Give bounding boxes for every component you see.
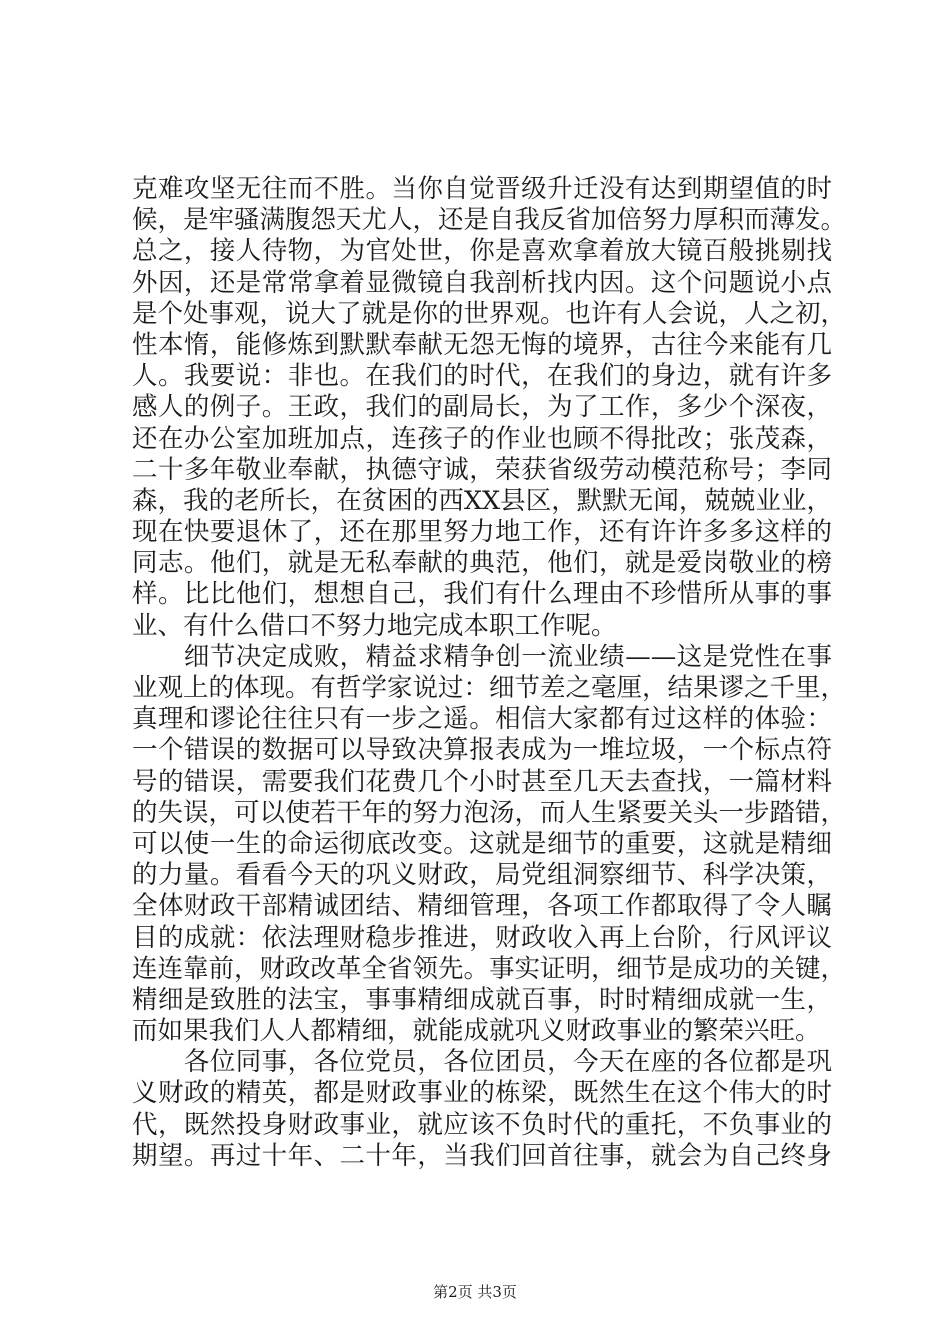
text-line: 感人的例子。王政，我们的副局长，为了工作，多少个深夜，: [132, 392, 832, 423]
text-line: 号的错误，需要我们花费几个小时甚至几天去查找，一篇材料: [132, 766, 832, 797]
text-line: 总之，接人待物，为官处世，你是喜欢拿着放大镜百般挑剔找: [132, 236, 832, 267]
text-line: 代，既然投身财政事业，就应该不负时代的重托，不负事业的: [132, 1109, 832, 1140]
page-footer: 第2页 共3页: [433, 1283, 517, 1301]
text-line: 克难攻坚无往而不胜。当你自觉晋级升迁没有达到期望值的时: [132, 174, 832, 204]
text-line: 各位同事，各位党员，各位团员，今天在座的各位都是巩: [132, 1047, 832, 1078]
text-line: 现在快要退休了，还在那里努力地工作，还有许许多多这样的: [132, 517, 832, 548]
text-line: 候，是牢骚满腹怨天尤人，还是自我反省加倍努力厚积而薄发。: [132, 205, 847, 236]
text-line: 可以使一生的命运彻底改变。这就是细节的重要，这就是精细: [132, 828, 832, 859]
text-line: 业、有什么借口不努力地完成本职工作呢。: [132, 610, 617, 641]
text-line: 目的成就：依法理财稳步推进，财政收入再上台阶，行风评议: [132, 922, 832, 953]
text-line: 而如果我们人人都精细，就能成就巩义财政事业的繁荣兴旺。: [132, 1016, 821, 1047]
text-line: 的失误，可以使若干年的努力泡汤，而人生紧要关头一步踏错，: [132, 797, 847, 828]
text-line: 还在办公室加班加点，连孩子的作业也顾不得批改；张茂森，: [132, 423, 832, 454]
text-line: 二十多年敬业奉献，执德守诚，荣获省级劳动模范称号；李同: [132, 454, 832, 485]
text-line: 森，我的老所长，在贫困的西XX县区，默默无闻，兢兢业业，: [132, 485, 832, 516]
text-line: 同志。他们，就是无私奉献的典范，他们，就是爱岗敬业的榜: [132, 548, 832, 579]
text-line: 外因，还是常常拿着显微镜自我剖析找内因。这个问题说小点: [132, 267, 832, 298]
text-line: 业观上的体现。有哲学家说过：细节差之毫厘，结果谬之千里，: [132, 673, 847, 703]
text-line: 精细是致胜的法宝，事事精细成就百事，时时精细成就一生，: [132, 984, 832, 1015]
text-line: 性本惰，能修炼到默默奉献无怨无悔的境界，古往今来能有几: [132, 329, 832, 360]
text-line: 期望。再过十年、二十年，当我们回首往事，就会为自己终身: [132, 1140, 832, 1171]
body-text: [132, 174, 847, 1172]
text-line: 义财政的精英，都是财政事业的栋梁，既然生在这个伟大的时: [132, 1078, 832, 1109]
text-line: 是个处事观，说大了就是你的世界观。也许有人会说，人之初，: [132, 298, 847, 329]
text-line: 真理和谬论往往只有一步之遥。相信大家都有过这样的体验：: [132, 704, 832, 735]
text-line: 一个错误的数据可以导致决算报表成为一堆垃圾，一个标点符: [132, 735, 832, 766]
text-line: 全体财政干部精诚团结、精细管理，各项工作都取得了令人瞩: [132, 891, 832, 922]
text-line: 人。我要说：非也。在我们的时代，在我们的身边，就有许多: [132, 361, 832, 392]
text-line: 样。比比他们，想想自己，我们有什么理由不珍惜所从事的事: [132, 579, 832, 610]
text-line: 细节决定成败，精益求精争创一流业绩——这是党性在事: [132, 641, 832, 672]
text-line: 的力量。看看今天的巩义财政，局党组洞察细节、科学决策，: [132, 860, 832, 891]
text-line: 连连靠前，财政改革全省领先。事实证明，细节是成功的关键，: [132, 953, 847, 984]
